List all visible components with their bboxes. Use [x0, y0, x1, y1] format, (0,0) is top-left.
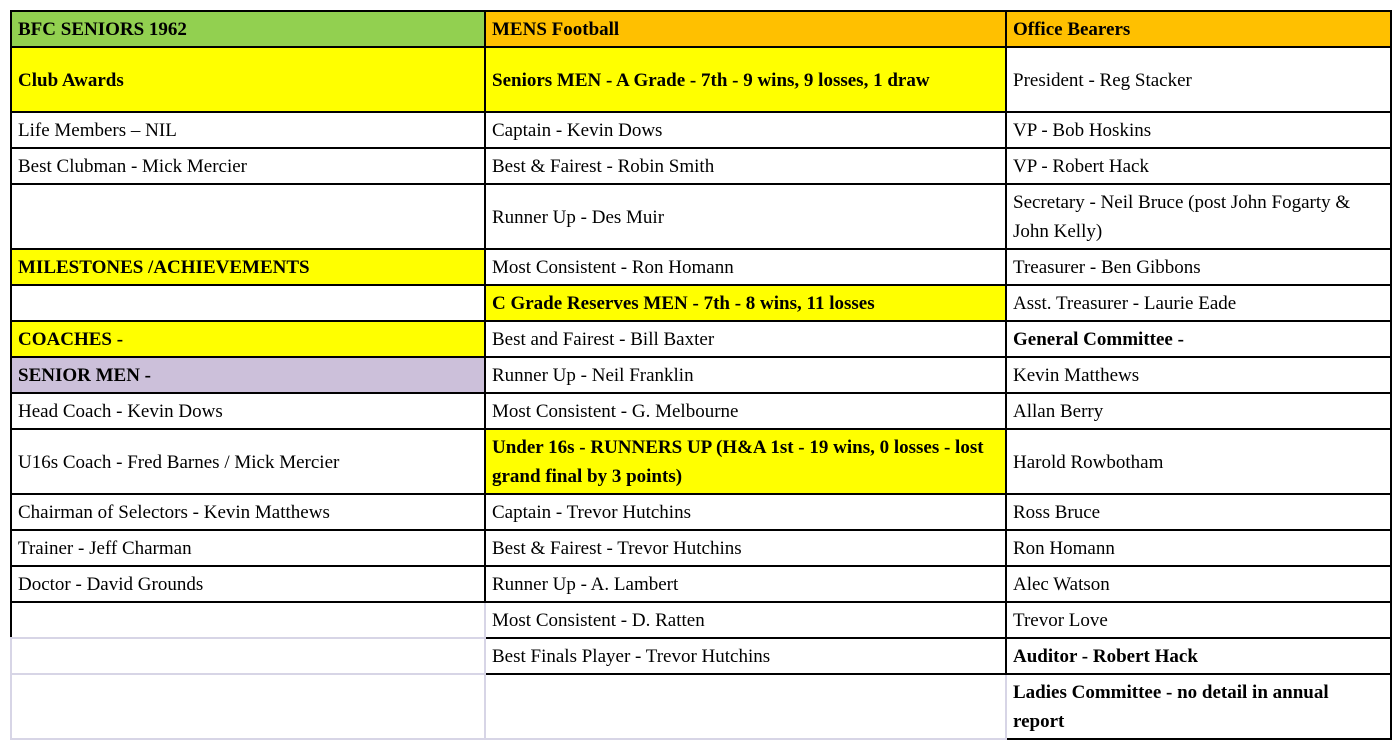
table-cell: BFC SENIORS 1962 [11, 11, 485, 47]
table-cell: Best & Fairest - Robin Smith [485, 148, 1006, 184]
table-cell: Secretary - Neil Bruce (post John Fogarty & John Kelly) [1006, 184, 1391, 249]
table-cell [11, 184, 485, 249]
table-cell: Kevin Matthews [1006, 357, 1391, 393]
table-cell: COACHES - [11, 321, 485, 357]
table-row [11, 357, 1391, 393]
table-cell: Ladies Committee - no detail in annual report [1006, 674, 1391, 739]
table-cell: Ron Homann [1006, 530, 1391, 566]
table-cell: Best Clubman - Mick Mercier [11, 148, 485, 184]
table-cell: Alec Watson [1006, 566, 1391, 602]
table-row [11, 602, 1391, 638]
table-body [11, 11, 1391, 739]
table-cell [485, 674, 1006, 739]
table-cell: President - Reg Stacker [1006, 47, 1391, 112]
table-cell: MENS Football [485, 11, 1006, 47]
table-cell: Auditor - Robert Hack [1006, 638, 1391, 674]
table-cell: MILESTONES /ACHIEVEMENTS [11, 249, 485, 285]
table-cell: Seniors MEN - A Grade - 7th - 9 wins, 9 losses, 1 draw [485, 47, 1006, 112]
table-cell: Trevor Love [1006, 602, 1391, 638]
table-cell: Doctor - David Grounds [11, 566, 485, 602]
table-cell: Runner Up - Neil Franklin [485, 357, 1006, 393]
table-row [11, 285, 1391, 321]
table-cell: Office Bearers [1006, 11, 1391, 47]
table-cell: C Grade Reserves MEN - 7th - 8 wins, 11 losses [485, 285, 1006, 321]
table-row [11, 148, 1391, 184]
table-cell: Best Finals Player - Trevor Hutchins [485, 638, 1006, 674]
table-row [11, 393, 1391, 429]
table-cell: Treasurer - Ben Gibbons [1006, 249, 1391, 285]
table-cell: VP - Bob Hoskins [1006, 112, 1391, 148]
table-row [11, 249, 1391, 285]
table-cell: Captain - Kevin Dows [485, 112, 1006, 148]
table-row [11, 184, 1391, 249]
table-cell: Runner Up - A. Lambert [485, 566, 1006, 602]
table-row [11, 11, 1391, 47]
table-row [11, 674, 1391, 739]
table-cell [11, 638, 485, 674]
table-cell: Ross Bruce [1006, 494, 1391, 530]
table-cell: Club Awards [11, 47, 485, 112]
table-row [11, 566, 1391, 602]
table-row [11, 429, 1391, 494]
table-row [11, 112, 1391, 148]
table-cell [11, 674, 485, 739]
table-cell: Most Consistent - G. Melbourne [485, 393, 1006, 429]
table-cell: Harold Rowbotham [1006, 429, 1391, 494]
table-cell: Trainer - Jeff Charman [11, 530, 485, 566]
table-cell: Best & Fairest - Trevor Hutchins [485, 530, 1006, 566]
table-cell: Most Consistent - Ron Homann [485, 249, 1006, 285]
table-row [11, 638, 1391, 674]
club-summary-table [10, 10, 1392, 740]
table-cell: Chairman of Selectors - Kevin Matthews [11, 494, 485, 530]
table-cell: Head Coach - Kevin Dows [11, 393, 485, 429]
table-row [11, 494, 1391, 530]
table-cell: Under 16s - RUNNERS UP (H&A 1st - 19 wins, 0 losses - lost grand final by 3 points) [485, 429, 1006, 494]
table-row [11, 47, 1391, 112]
table-cell: Life Members – NIL [11, 112, 485, 148]
table-cell [11, 285, 485, 321]
table-cell: U16s Coach - Fred Barnes / Mick Mercier [11, 429, 485, 494]
table-cell: Most Consistent - D. Ratten [485, 602, 1006, 638]
table-cell: Captain - Trevor Hutchins [485, 494, 1006, 530]
table-cell: VP - Robert Hack [1006, 148, 1391, 184]
table-cell: Allan Berry [1006, 393, 1391, 429]
table-row [11, 321, 1391, 357]
table-cell: SENIOR MEN - [11, 357, 485, 393]
table-cell: Asst. Treasurer - Laurie Eade [1006, 285, 1391, 321]
table-cell: General Committee - [1006, 321, 1391, 357]
table-cell: Best and Fairest - Bill Baxter [485, 321, 1006, 357]
table-row [11, 530, 1391, 566]
table-cell [11, 602, 485, 638]
table-cell: Runner Up - Des Muir [485, 184, 1006, 249]
